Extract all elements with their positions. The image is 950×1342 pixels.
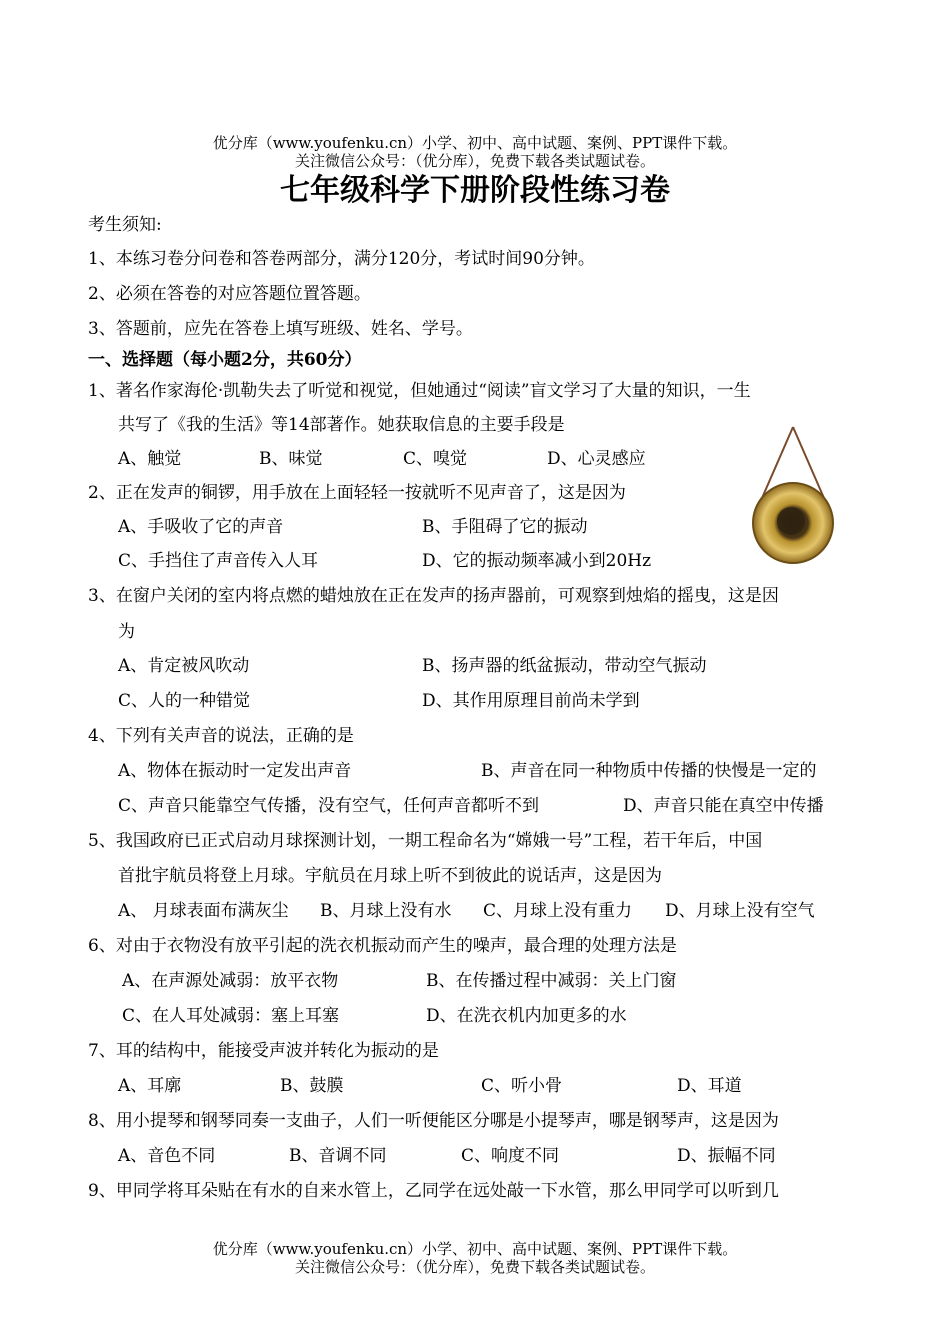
gong-illustration xyxy=(745,423,841,569)
q3-option-b: B、扬声器的纸盆振动，带动空气振动 xyxy=(422,656,707,676)
q4-option-b: B、声音在同一种物质中传播的快慢是一定的 xyxy=(481,761,817,781)
question-4-line-1: 4、下列有关声音的说法，正确的是 xyxy=(88,726,354,746)
q5-option-b: B、月球上没有水 xyxy=(320,901,452,921)
notice-heading: 考生须知: xyxy=(88,215,162,235)
q3-option-a: A、肯定被风吹动 xyxy=(118,656,250,676)
q1-option-c: C、嗅觉 xyxy=(403,449,468,469)
q6-option-c: C、在人耳处减弱：塞上耳塞 xyxy=(122,1006,340,1026)
section-heading-choice: 一、选择题（每小题2分，共60分） xyxy=(88,350,362,370)
notice-item-3: 3、答题前，应先在答卷上填写班级、姓名、学号。 xyxy=(88,319,473,339)
notice-item-2: 2、必须在答卷的对应答题位置答题。 xyxy=(88,284,371,304)
question-5-line-1: 5、我国政府已正式启动月球探测计划，一期工程命名为“嫦娥一号”工程，若干年后，中国 xyxy=(88,831,763,851)
q4-option-c: C、声音只能靠空气传播，没有空气，任何声音都听不到 xyxy=(118,796,540,816)
q3-option-d: D、其作用原理目前尚未学到 xyxy=(422,691,640,711)
question-9-line-1: 9、甲同学将耳朵贴在有水的自来水管上，乙同学在远处敲一下水管，那么甲同学可以听到几 xyxy=(88,1181,779,1201)
q6-option-d: D、在洗衣机内加更多的水 xyxy=(426,1006,627,1026)
q8-option-d: D、振幅不同 xyxy=(677,1146,776,1166)
q1-option-d: D、心灵感应 xyxy=(547,449,646,469)
q5-option-c: C、月球上没有重力 xyxy=(483,901,633,921)
question-7-line-1: 7、耳的结构中，能接受声波并转化为振动的是 xyxy=(88,1041,439,1061)
question-1-line-2: 共写了《我的生活》等14部著作。她获取信息的主要手段是 xyxy=(118,415,565,435)
q5-option-a: A、 月球表面布满灰尘 xyxy=(118,901,289,921)
q2-option-b: B、手阻碍了它的振动 xyxy=(422,517,588,537)
page-title: 七年级科学下册阶段性练习卷 xyxy=(280,173,670,208)
q6-option-a: A、在声源处减弱：放平衣物 xyxy=(122,971,339,991)
q7-option-d: D、耳道 xyxy=(677,1076,742,1096)
header-line-1: 优分库（www.youfenku.cn）小学、初中、高中试题、案例、PPT课件下载。 xyxy=(212,134,738,152)
q1-option-b: B、味觉 xyxy=(259,449,323,469)
q4-option-a: A、物体在振动时一定发出声音 xyxy=(118,761,352,781)
question-3-line-2: 为 xyxy=(118,622,135,642)
q6-option-b: B、在传播过程中减弱：关上门窗 xyxy=(426,971,677,991)
question-1-line-1: 1、著名作家海伦·凯勒失去了听觉和视觉，但她通过“阅读”盲文学习了大量的知识，一生 xyxy=(88,381,751,401)
footer-line-1: 优分库（www.youfenku.cn）小学、初中、高中试题、案例、PPT课件下载。 xyxy=(212,1240,738,1258)
q8-option-c: C、响度不同 xyxy=(461,1146,560,1166)
question-8-line-1: 8、用小提琴和钢琴同奏一支曲子，人们一听便能区分哪是小提琴声，哪是钢琴声，这是因为 xyxy=(88,1111,779,1131)
q2-option-a: A、手吸收了它的声音 xyxy=(118,517,284,537)
header-line-2: 关注微信公众号：（优分库），免费下载各类试题试卷。 xyxy=(294,152,655,170)
q1-option-a: A、触觉 xyxy=(118,449,182,469)
footer-line-2: 关注微信公众号：（优分库），免费下载各类试题试卷。 xyxy=(294,1258,655,1276)
question-3-line-1: 3、在窗户关闭的室内将点燃的蜡烛放在正在发声的扬声器前，可观察到烛焰的摇曳，这是因 xyxy=(88,586,779,606)
q7-option-a: A、耳廓 xyxy=(118,1076,182,1096)
q3-option-c: C、人的一种错觉 xyxy=(118,691,251,711)
q2-option-d: D、它的振动频率减小到20Hz xyxy=(422,551,652,571)
q8-option-b: B、音调不同 xyxy=(289,1146,387,1166)
q7-option-b: B、鼓膜 xyxy=(280,1076,344,1096)
q5-option-d: D、月球上没有空气 xyxy=(665,901,815,921)
q4-option-d: D、声音只能在真空中传播 xyxy=(623,796,824,816)
question-2-line-1: 2、正在发声的铜锣，用手放在上面轻轻一按就听不见声音了，这是因为 xyxy=(88,483,626,503)
q2-option-c: C、手挡住了声音传入人耳 xyxy=(118,551,319,571)
question-5-line-2: 首批宇航员将登上月球。宇航员在月球上听不到彼此的说话声，这是因为 xyxy=(118,866,662,886)
question-6-line-1: 6、对由于衣物没有放平引起的洗衣机振动而产生的噪声，最合理的处理方法是 xyxy=(88,936,677,956)
notice-item-1: 1、本练习卷分问卷和答卷两部分，满分120分，考试时间90分钟。 xyxy=(88,249,595,269)
q7-option-c: C、听小骨 xyxy=(481,1076,563,1096)
q8-option-a: A、音色不同 xyxy=(118,1146,216,1166)
